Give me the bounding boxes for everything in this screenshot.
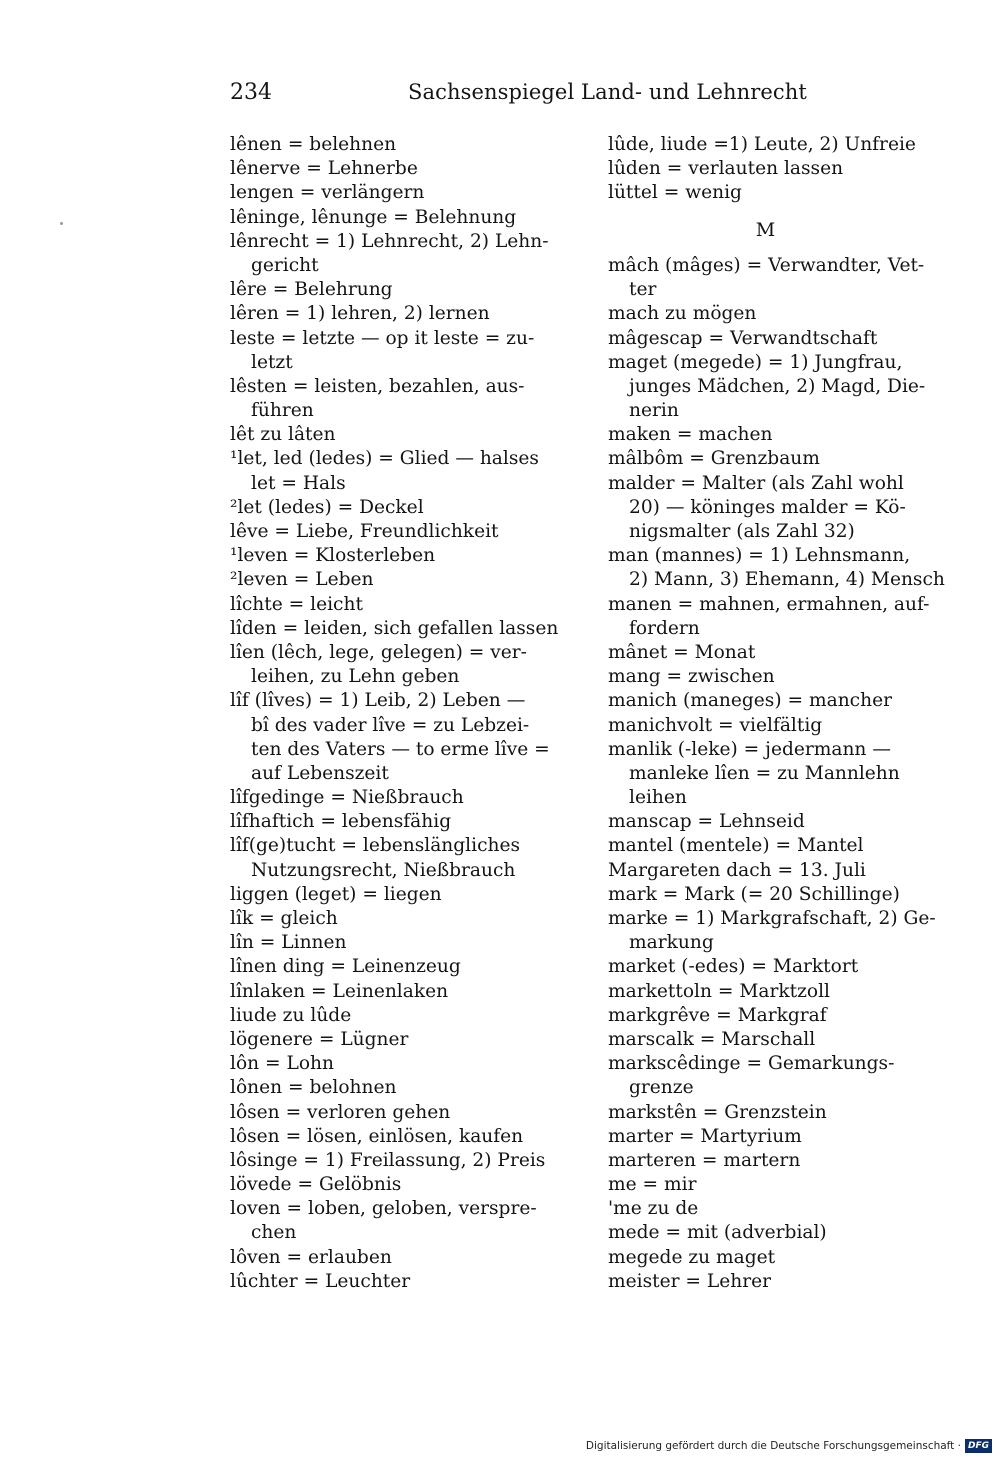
entry-headline: ²let (ledes) = Deckel bbox=[230, 496, 424, 518]
entry-headline: 'me zu de bbox=[608, 1198, 699, 1220]
dictionary-entry bbox=[608, 1125, 938, 1149]
entry-headline: leste = letzte — op it leste = zu- bbox=[230, 327, 535, 349]
entry-headline: lênen = belehnen bbox=[230, 134, 397, 155]
dictionary-entry bbox=[230, 883, 560, 907]
entry-headline: lüttel = wenig bbox=[608, 182, 742, 204]
left-column bbox=[230, 133, 560, 1294]
entry-headline: lêsten = leisten, bezahlen, aus- bbox=[230, 375, 525, 397]
entry-headline: lêt zu lâten bbox=[230, 424, 336, 446]
scan-speck bbox=[60, 222, 63, 225]
entry-headline: mark = Mark (= 20 Schillinge) bbox=[608, 883, 900, 905]
entry-headline: lênrecht = 1) Lehnrecht, 2) Lehn- bbox=[230, 230, 549, 252]
entry-continuation: junges Mädchen, 2) Magd, Die- bbox=[629, 375, 926, 397]
dictionary-entry bbox=[608, 544, 945, 592]
dictionary-entry bbox=[230, 810, 560, 834]
entry-headline: mantel (mentele) = Mantel bbox=[608, 835, 864, 857]
entry-headline: manich (maneges) = mancher bbox=[608, 690, 892, 712]
entry-headline: ¹leven = Klosterleben bbox=[230, 545, 436, 567]
entry-headline: lôsinge = 1) Freilassung, 2) Preis bbox=[230, 1149, 546, 1171]
entry-headline: markstên = Grenzstein bbox=[608, 1101, 827, 1123]
entry-continuation: chen bbox=[251, 1222, 297, 1244]
dictionary-entry bbox=[230, 568, 560, 592]
dictionary-entry bbox=[608, 641, 938, 665]
entry-headline: manichvolt = vielfältig bbox=[608, 714, 823, 736]
dictionary-entry bbox=[230, 157, 560, 181]
entry-headline: mânet = Monat bbox=[608, 641, 756, 663]
entry-headline: lôsen = verloren gehen bbox=[230, 1101, 451, 1123]
footer-text: Digitalisierung gefördert durch die Deutsche Forschungsgemeinschaft · bbox=[585, 1440, 961, 1452]
dictionary-entry bbox=[230, 786, 560, 810]
dictionary-entry bbox=[230, 133, 560, 157]
entry-continuation: gericht bbox=[251, 254, 319, 276]
dictionary-entry bbox=[608, 1149, 938, 1173]
dictionary-entry bbox=[608, 907, 938, 955]
dictionary-entry bbox=[608, 1052, 938, 1100]
dictionary-entry bbox=[608, 1197, 938, 1221]
dictionary-entry bbox=[230, 1052, 560, 1076]
section-letter: M bbox=[755, 218, 776, 241]
dictionary-entry bbox=[230, 1270, 560, 1294]
dictionary-entry bbox=[230, 931, 560, 955]
entry-headline: mâlbôm = Grenzbaum bbox=[608, 448, 820, 470]
dictionary-entry bbox=[608, 133, 938, 157]
dictionary-entry bbox=[608, 689, 938, 713]
entry-headline: man (mannes) = 1) Lehnsmann, bbox=[608, 545, 911, 567]
dictionary-entry bbox=[608, 810, 938, 834]
entry-headline: manlik (-leke) = jedermann — bbox=[608, 738, 891, 760]
dictionary-entry bbox=[230, 955, 560, 979]
entry-continuation: grenze bbox=[629, 1077, 694, 1099]
entry-continuation: Nutzungsrecht, Nießbrauch bbox=[251, 859, 516, 881]
entry-headline: lûde, liude =1) Leute, 2) Unfreie bbox=[608, 134, 916, 155]
dictionary-entry bbox=[230, 1149, 560, 1173]
running-head: Sachsenspiegel Land- und Lehnrecht bbox=[408, 80, 807, 104]
entry-continuation: leihen, zu Lehn geben bbox=[251, 666, 460, 688]
dictionary-entry bbox=[608, 157, 938, 181]
dictionary-entry bbox=[608, 859, 938, 883]
entry-headline: ²leven = Leben bbox=[230, 569, 374, 591]
entry-continuation: manleke lîen = zu Mannlehn bbox=[629, 762, 900, 784]
page-header bbox=[230, 80, 920, 114]
entry-continuation: markung bbox=[629, 932, 714, 954]
entry-headline: loven = loben, geloben, verspre- bbox=[230, 1198, 537, 1220]
entry-headline: lêren = 1) lehren, 2) lernen bbox=[230, 303, 490, 325]
entry-headline: lînen ding = Leinenzeug bbox=[230, 956, 461, 978]
entry-headline: lengen = verlängern bbox=[230, 182, 425, 204]
dictionary-entry bbox=[230, 1004, 560, 1028]
entry-headline: mang = zwischen bbox=[608, 666, 775, 688]
entry-headline: marter = Martyrium bbox=[608, 1125, 802, 1147]
entry-headline: markettoln = Marktzoll bbox=[608, 980, 830, 1002]
dictionary-entry bbox=[230, 278, 560, 302]
dictionary-entry bbox=[608, 1101, 938, 1125]
entry-continuation: ten des Vaters — to erme lîve = bbox=[251, 738, 550, 760]
entry-headline: marke = 1) Markgrafschaft, 2) Ge- bbox=[608, 908, 936, 930]
entry-headline: lûchter = Leuchter bbox=[230, 1270, 411, 1292]
dictionary-entry bbox=[608, 1004, 938, 1028]
dictionary-entry bbox=[608, 254, 938, 302]
right-column bbox=[608, 133, 945, 1294]
entry-headline: lôsen = lösen, einlösen, kaufen bbox=[230, 1125, 524, 1147]
entry-headline: maken = machen bbox=[608, 424, 773, 446]
entry-continuation: nigsmalter (als Zahl 32) bbox=[629, 521, 855, 543]
dictionary-entry bbox=[230, 544, 560, 568]
dictionary-entry bbox=[608, 834, 938, 858]
entry-headline: marscalk = Marschall bbox=[608, 1028, 816, 1050]
entry-continuation: leihen bbox=[629, 787, 687, 809]
dictionary-entry bbox=[230, 375, 560, 423]
entry-continuation: fordern bbox=[629, 617, 700, 639]
dictionary-entry bbox=[608, 738, 938, 811]
dictionary-entry bbox=[230, 834, 560, 882]
dictionary-entry bbox=[230, 230, 560, 278]
entry-headline: lônen = belohnen bbox=[230, 1077, 397, 1099]
entry-headline: lêre = Belehrung bbox=[230, 279, 393, 301]
dictionary-entry bbox=[608, 181, 938, 205]
entry-headline: marteren = martern bbox=[608, 1149, 801, 1171]
dictionary-entry bbox=[230, 593, 560, 617]
entry-headline: lîf (lîves) = 1) Leib, 2) Leben — bbox=[230, 690, 526, 712]
dictionary-entry bbox=[608, 302, 938, 326]
entry-headline: markgrêve = Markgraf bbox=[608, 1004, 827, 1026]
entry-headline: lövede = Gelöbnis bbox=[230, 1174, 402, 1196]
entry-headline: lêninge, lênunge = Belehnung bbox=[230, 206, 517, 228]
dictionary-entry bbox=[608, 1270, 938, 1294]
entry-headline: market (-edes) = Marktort bbox=[608, 956, 859, 978]
dictionary-entry bbox=[608, 1173, 938, 1197]
dictionary-entry bbox=[230, 617, 560, 641]
dictionary-entry bbox=[230, 1076, 560, 1100]
entry-headline: markscêdinge = Gemarkungs- bbox=[608, 1053, 895, 1075]
dictionary-entry bbox=[608, 593, 938, 641]
entry-headline: lîden = leiden, sich gefallen lassen bbox=[230, 617, 559, 639]
dictionary-entry bbox=[230, 520, 560, 544]
dictionary-entry bbox=[230, 1101, 560, 1125]
entry-continuation: bî des vader lîve = zu Lebzei- bbox=[251, 714, 530, 736]
dictionary-entry bbox=[230, 447, 560, 495]
entry-continuation: letzt bbox=[251, 351, 293, 373]
entry-continuation: 2) Mann, 3) Ehemann, 4) Mensch bbox=[629, 569, 945, 591]
dictionary-entry bbox=[230, 1125, 560, 1149]
entry-headline: Margareten dach = 13. Juli bbox=[608, 859, 866, 881]
entry-headline: lûden = verlauten lassen bbox=[608, 158, 844, 180]
entry-headline: liggen (leget) = liegen bbox=[230, 883, 442, 905]
dictionary-entry bbox=[608, 1246, 938, 1270]
dictionary-entry bbox=[230, 1028, 560, 1052]
entry-headline: lîf(ge)tucht = lebenslängliches bbox=[230, 835, 521, 857]
dictionary-entry bbox=[230, 327, 560, 375]
entry-continuation: nerin bbox=[629, 400, 679, 422]
dfg-logo: DFG bbox=[965, 1439, 992, 1453]
entry-headline: lôven = erlauben bbox=[230, 1246, 392, 1268]
entry-headline: lîfhaftich = lebensfähig bbox=[230, 811, 452, 833]
entry-headline: mach zu mögen bbox=[608, 303, 757, 325]
entry-headline: ¹let, led (ledes) = Glied — halses bbox=[230, 448, 539, 470]
entry-headline: lîchte = leicht bbox=[230, 593, 363, 615]
dictionary-entry bbox=[230, 907, 560, 931]
dictionary-entry bbox=[608, 1221, 938, 1245]
entry-continuation: auf Lebenszeit bbox=[251, 762, 389, 784]
dictionary-entry bbox=[608, 423, 938, 447]
dictionary-entry bbox=[608, 883, 938, 907]
entry-continuation: 20) — köninges malder = Kö- bbox=[629, 496, 906, 518]
entry-headline: lênerve = Lehnerbe bbox=[230, 158, 418, 180]
entry-headline: mâch (mâges) = Verwandter, Vet- bbox=[608, 254, 925, 276]
entry-continuation: ter bbox=[629, 279, 657, 301]
entry-headline: mâgescap = Verwandtschaft bbox=[608, 327, 878, 349]
dictionary-entry bbox=[230, 1246, 560, 1270]
dictionary-entry bbox=[608, 714, 938, 738]
entry-headline: lîk = gleich bbox=[230, 908, 338, 929]
right-column-entries bbox=[608, 254, 945, 1294]
entry-headline: lîfgedinge = Nießbrauch bbox=[230, 787, 464, 809]
dictionary-entry bbox=[608, 980, 938, 1004]
entry-headline: lînlaken = Leinenlaken bbox=[230, 980, 449, 1002]
dictionary-entry bbox=[230, 206, 560, 230]
right-column-top-entries bbox=[608, 133, 938, 206]
entry-headline: lîn = Linnen bbox=[230, 932, 347, 954]
dictionary-entry bbox=[230, 689, 560, 786]
entry-headline: lêve = Liebe, Freundlichkeit bbox=[230, 521, 499, 542]
entry-continuation: führen bbox=[251, 400, 314, 422]
dictionary-entry bbox=[608, 665, 938, 689]
entry-headline: manscap = Lehnseid bbox=[608, 811, 805, 833]
entry-continuation: let = Hals bbox=[251, 472, 346, 494]
page-number: 234 bbox=[230, 80, 272, 105]
entry-headline: lögenere = Lügner bbox=[230, 1028, 409, 1050]
footer bbox=[586, 1438, 992, 1454]
dictionary-entry bbox=[608, 472, 938, 545]
dictionary-entry bbox=[230, 302, 560, 326]
dictionary-entry bbox=[230, 496, 560, 520]
dictionary-entry bbox=[230, 641, 560, 689]
entry-headline: malder = Malter (als Zahl wohl bbox=[608, 472, 904, 494]
entry-headline: megede zu maget bbox=[608, 1246, 776, 1268]
entry-headline: meister = Lehrer bbox=[608, 1270, 771, 1292]
dictionary-entry bbox=[230, 1197, 560, 1245]
entry-headline: lôn = Lohn bbox=[230, 1053, 335, 1075]
dictionary-entry bbox=[230, 423, 560, 447]
dictionary-entry bbox=[608, 955, 938, 979]
dictionary-entry bbox=[608, 447, 938, 471]
entry-headline: maget (megede) = 1) Jungfrau, bbox=[608, 351, 903, 373]
dictionary-entry bbox=[608, 1028, 938, 1052]
dictionary-entry bbox=[230, 980, 560, 1004]
entry-headline: liude zu lûde bbox=[230, 1004, 352, 1026]
entry-headline: me = mir bbox=[608, 1174, 697, 1196]
dictionary-entry bbox=[230, 1173, 560, 1197]
entry-headline: lîen (lêch, lege, gelegen) = ver- bbox=[230, 641, 527, 663]
dictionary-entry bbox=[608, 327, 938, 351]
entry-headline: mede = mit (adverbial) bbox=[608, 1222, 827, 1244]
dictionary-entry bbox=[608, 351, 938, 424]
dictionary-entry bbox=[230, 181, 560, 205]
entry-headline: manen = mahnen, ermahnen, auf- bbox=[608, 593, 930, 615]
